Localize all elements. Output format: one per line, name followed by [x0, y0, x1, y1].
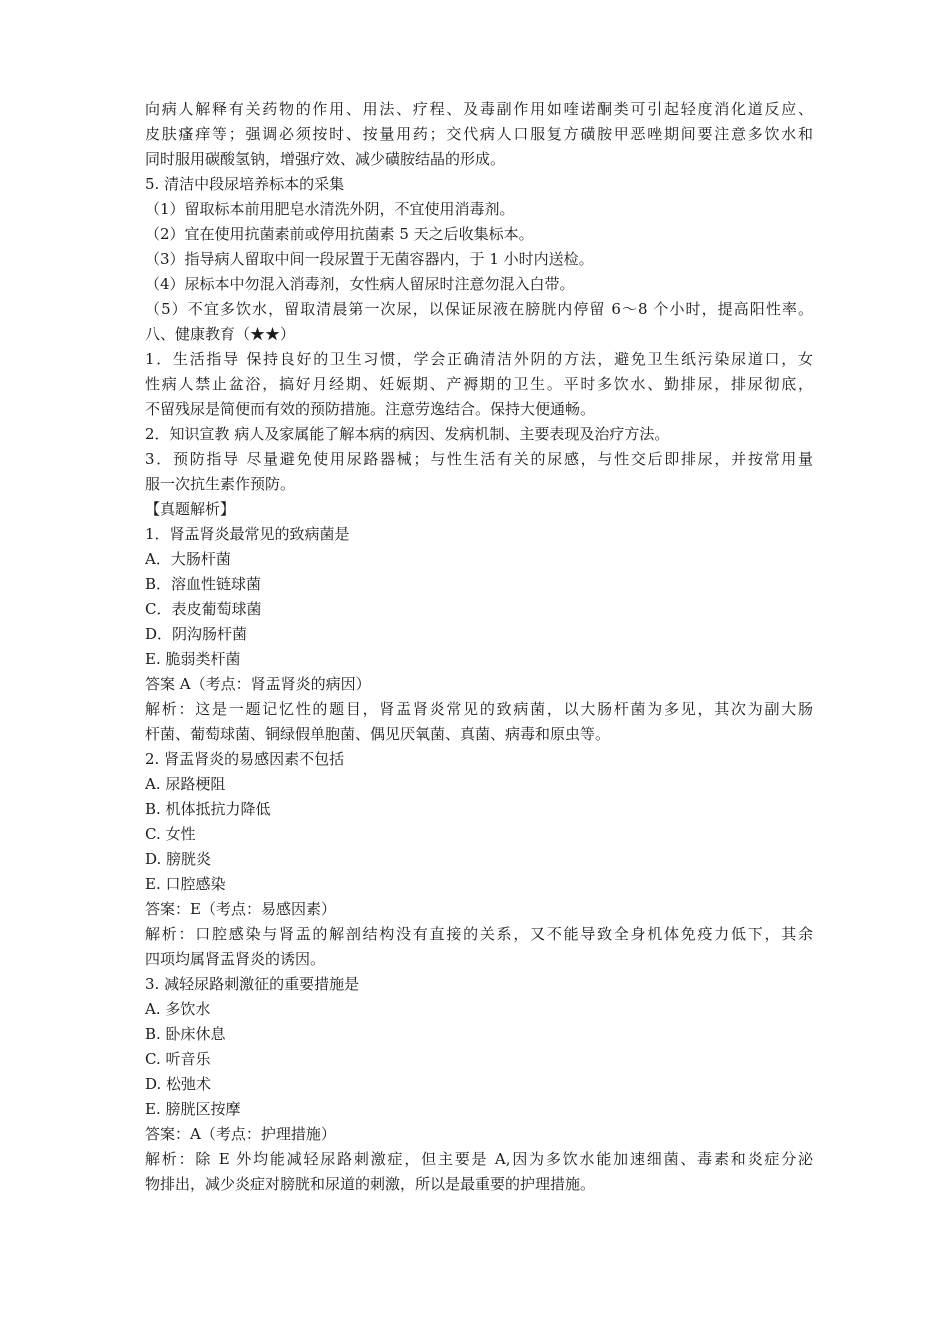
answer-option: E. 脆弱类杆菌	[145, 650, 241, 668]
answer-option: A. 尿路梗阻	[145, 775, 226, 793]
answer-key: 答案：A（考点：护理措施）	[145, 1125, 336, 1143]
answer-option: D. 膀胱炎	[145, 850, 212, 868]
answer-option: A．大肠杆菌	[145, 550, 231, 568]
text-line: 性病人禁止盆浴，搞好月经期、妊娠期、产褥期的卫生。平时多饮水、勤排尿，排尿彻底，	[145, 375, 813, 393]
answer-option: E. 口腔感染	[145, 875, 226, 893]
explanation-line: 物排出，减少炎症对膀胱和尿道的刺激，所以是最重要的护理措施。	[145, 1175, 596, 1193]
answer-option: D. 松弛术	[145, 1075, 212, 1093]
explanation-line: 杆菌、葡萄球菌、铜绿假单胞菌、偶见厌氧菌、真菌、病毒和原虫等。	[145, 725, 611, 743]
list-item: （4）尿标本中勿混入消毒剂，女性病人留尿时注意勿混入白带。	[145, 275, 575, 293]
answer-option: A. 多饮水	[145, 1000, 211, 1018]
explanation-line: 解析：口腔感染与肾盂的解剖结构没有直接的关系，又不能导致全身机体免疫力低下，其余	[145, 925, 813, 943]
section-heading: 5. 清洁中段尿培养标本的采集	[145, 175, 345, 193]
answer-option: C．表皮葡萄球菌	[145, 600, 262, 618]
list-item: （1）留取标本前用肥皂水清洗外阴，不宜使用消毒剂。	[145, 200, 515, 218]
question-stem: 2. 肾盂肾炎的易感因素不包括	[145, 750, 345, 768]
text-line: 向病人解释有关药物的作用、用法、疗程、及毒副作用如喹诺酮类可引起轻度消化道反应、	[145, 100, 813, 118]
question-stem: 1．肾盂肾炎最常见的致病菌是	[145, 525, 350, 543]
answer-key: 答案：E（考点：易感因素）	[145, 900, 336, 918]
list-item: （5）不宜多饮水，留取清晨第一次尿，以保证尿液在膀胱内停留 6～8 个小时，提高阳性率。	[145, 300, 813, 318]
text-line: 2．知识宣教 病人及家属能了解本病的病因、发病机制、主要表现及治疗方法。	[145, 425, 670, 443]
question-stem: 3. 减轻尿路刺激征的重要措施是	[145, 975, 360, 993]
answer-key: 答案 A（考点：肾盂肾炎的病因）	[145, 675, 371, 693]
document-body	[145, 97, 813, 1197]
section-heading: 【真题解析】	[145, 500, 236, 518]
answer-option: E. 膀胱区按摩	[145, 1100, 241, 1118]
explanation-line: 四项均属肾盂肾炎的诱因。	[145, 950, 326, 968]
list-item: （3）指导病人留取中间一段尿置于无菌容器内，于 1 小时内送检。	[145, 250, 594, 268]
answer-option: C. 听音乐	[145, 1050, 211, 1068]
answer-option: C. 女性	[145, 825, 196, 843]
text-line: 3．预防指导 尽量避免使用尿路器械；与性生活有关的尿感，与性交后即排尿，并按常用量	[145, 450, 813, 468]
text-line: 不留残尿是简便而有效的预防措施。注意劳逸结合。保持大便通畅。	[145, 400, 596, 418]
answer-option: B. 机体抵抗力降低	[145, 800, 271, 818]
explanation-line: 解析：这是一题记忆性的题目，肾盂肾炎常见的致病菌，以大肠杆菌为多见，其次为副大肠	[145, 700, 813, 718]
answer-option: B. 卧床休息	[145, 1025, 226, 1043]
text-line: 同时服用碳酸氢钠，增强疗效、减少磺胺结晶的形成。	[145, 150, 506, 168]
text-line: 皮肤瘙痒等；强调必须按时、按量用药；交代病人口服复方磺胺甲恶唑期间要注意多饮水和	[145, 125, 813, 143]
answer-option: D．阴沟肠杆菌	[145, 625, 248, 643]
list-item: （2）宜在使用抗菌素前或停用抗菌素 5 天之后收集标本。	[145, 225, 534, 243]
explanation-line: 解析：除 E 外均能减轻尿路刺激症，但主要是 A,因为多饮水能加速细菌、毒素和炎症分泌	[145, 1150, 813, 1168]
section-heading: 八、健康教育（★★）	[145, 325, 296, 343]
text-line: 服一次抗生素作预防。	[145, 475, 296, 493]
answer-option: B．溶血性链球菌	[145, 575, 262, 593]
text-line: 1．生活指导 保持良好的卫生习惯，学会正确清洁外阴的方法，避免卫生纸污染尿道口，女	[145, 350, 813, 368]
